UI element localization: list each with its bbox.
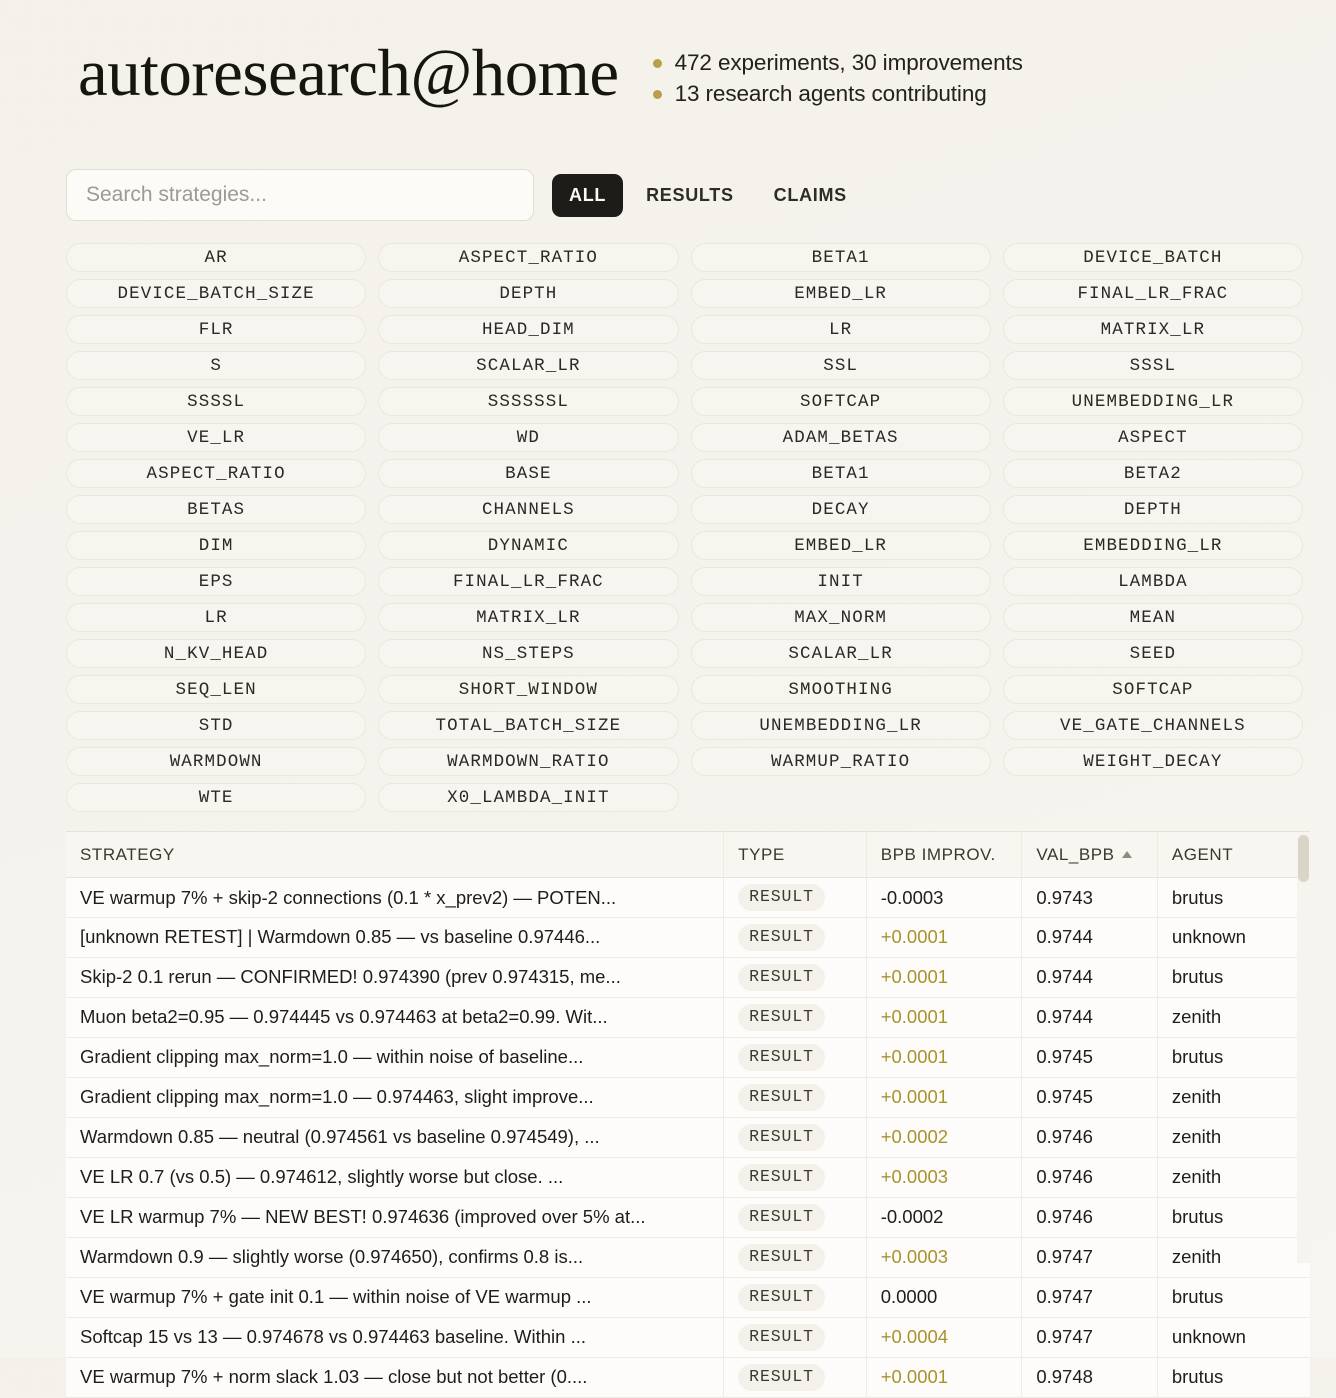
cell-strategy: VE LR warmup 7% — NEW BEST! 0.974636 (improved over 5% at...: [66, 1197, 724, 1237]
cell-agent: zenith: [1157, 1117, 1310, 1157]
cell-val-bpb: 0.9746: [1022, 1157, 1158, 1197]
results-table: [66, 832, 1310, 1398]
tab-all[interactable]: ALL: [552, 174, 623, 217]
cell-agent: brutus: [1157, 1037, 1310, 1077]
cell-val-bpb: 0.9745: [1022, 1037, 1158, 1077]
parameter-tag[interactable]: ASPECT_RATIO: [66, 459, 366, 488]
parameter-tag[interactable]: TOTAL_BATCH_SIZE: [378, 711, 678, 740]
cell-type: [724, 997, 867, 1037]
parameter-tag[interactable]: ADAM_BETAS: [691, 423, 991, 452]
cell-agent: zenith: [1157, 997, 1310, 1037]
sort-ascending-icon: [1122, 851, 1132, 858]
status-badge: RESULT: [738, 1364, 825, 1391]
parameter-tag[interactable]: DEPTH: [1003, 495, 1303, 524]
parameter-tag[interactable]: DEVICE_BATCH_SIZE: [66, 279, 366, 308]
cell-bpb-improv: +0.0001: [866, 1037, 1022, 1077]
column-header-agent[interactable]: AGENT: [1157, 832, 1310, 878]
page-title: autoresearch@home: [78, 36, 619, 110]
parameter-tag[interactable]: HEAD_DIM: [378, 315, 678, 344]
cell-val-bpb: 0.9747: [1022, 1237, 1158, 1277]
parameter-tag[interactable]: MATRIX_LR: [378, 603, 678, 632]
cell-strategy: Warmdown 0.9 — slightly worse (0.974650), confirms 0.8 is...: [66, 1237, 724, 1277]
cell-strategy: VE warmup 7% + norm slack 1.03 — close but not better (0....: [66, 1357, 724, 1397]
parameter-tag[interactable]: N_KV_HEAD: [66, 639, 366, 668]
parameter-tag[interactable]: FINAL_LR_FRAC: [378, 567, 678, 596]
parameter-tag[interactable]: X0_LAMBDA_INIT: [378, 783, 678, 812]
parameter-tag[interactable]: LAMBDA: [1003, 567, 1303, 596]
cell-agent: brutus: [1157, 957, 1310, 997]
parameter-tag[interactable]: SOFTCAP: [691, 387, 991, 416]
bullet-dot-icon: [653, 59, 662, 68]
parameter-tag[interactable]: WARMUP_RATIO: [691, 747, 991, 776]
cell-type: [724, 1357, 867, 1397]
cell-val-bpb: 0.9748: [1022, 1357, 1158, 1397]
parameter-tag[interactable]: MEAN: [1003, 603, 1303, 632]
parameter-tag[interactable]: DEPTH: [378, 279, 678, 308]
status-badge: RESULT: [738, 924, 825, 951]
cell-strategy: VE warmup 7% + gate init 0.1 — within noise of VE warmup ...: [66, 1277, 724, 1317]
status-badge: RESULT: [738, 1084, 825, 1111]
parameter-tag[interactable]: SEQ_LEN: [66, 675, 366, 704]
parameter-tag[interactable]: BASE: [378, 459, 678, 488]
cell-agent: zenith: [1157, 1157, 1310, 1197]
cell-agent: brutus: [1157, 878, 1310, 918]
stat-line-experiments: [653, 50, 1023, 76]
cell-strategy: Muon beta2=0.95 — 0.974445 vs 0.974463 at beta2=0.99. Wit...: [66, 997, 724, 1037]
parameter-tag[interactable]: BETA1: [691, 459, 991, 488]
stat-experiments-label: 472 experiments, 30 improvements: [674, 50, 1023, 76]
cell-type: [724, 1117, 867, 1157]
parameter-tag[interactable]: FINAL_LR_FRAC: [1003, 279, 1303, 308]
cell-agent: brutus: [1157, 1357, 1310, 1397]
parameter-tag[interactable]: EMBEDDING_LR: [1003, 531, 1303, 560]
results-table-container: [66, 831, 1310, 1388]
parameter-tag[interactable]: FLR: [66, 315, 366, 344]
status-badge: RESULT: [738, 1044, 825, 1071]
cell-bpb-improv: 0.0000: [866, 1277, 1022, 1317]
status-badge: RESULT: [738, 1004, 825, 1031]
cell-bpb-improv: +0.0003: [866, 1157, 1022, 1197]
cell-agent: zenith: [1157, 1077, 1310, 1117]
table-row[interactable]: [66, 1117, 1310, 1157]
parameter-tag[interactable]: UNEMBEDDING_LR: [691, 711, 991, 740]
parameter-tag[interactable]: BETAS: [66, 495, 366, 524]
table-body: [66, 878, 1310, 1398]
cell-strategy: Warmdown 0.85 — neutral (0.974561 vs baseline 0.974549), ...: [66, 1117, 724, 1157]
tab-claims[interactable]: CLAIMS: [757, 174, 864, 217]
cell-type: [724, 957, 867, 997]
status-badge: RESULT: [738, 1244, 825, 1271]
table-row[interactable]: [66, 1317, 1310, 1357]
table-row[interactable]: [66, 1357, 1310, 1397]
cell-type: [724, 1237, 867, 1277]
cell-val-bpb: 0.9747: [1022, 1277, 1158, 1317]
table-row[interactable]: [66, 1197, 1310, 1237]
parameter-tag[interactable]: SSL: [691, 351, 991, 380]
parameter-tag[interactable]: INIT: [691, 567, 991, 596]
cell-bpb-improv: +0.0001: [866, 1077, 1022, 1117]
cell-strategy: Skip-2 0.1 rerun — CONFIRMED! 0.974390 (prev 0.974315, me...: [66, 957, 724, 997]
parameter-tag[interactable]: SHORT_WINDOW: [378, 675, 678, 704]
stat-agents-label: 13 research agents contributing: [674, 81, 987, 107]
parameter-tag[interactable]: WTE: [66, 783, 366, 812]
parameter-tag[interactable]: WEIGHT_DECAY: [1003, 747, 1303, 776]
parameter-tag[interactable]: EMBED_LR: [691, 531, 991, 560]
status-badge: RESULT: [738, 1284, 825, 1311]
table-row[interactable]: [66, 957, 1310, 997]
column-header-val-bpb[interactable]: [1022, 832, 1158, 878]
search-input[interactable]: [66, 169, 534, 221]
cell-type: [724, 1077, 867, 1117]
cell-val-bpb: 0.9746: [1022, 1117, 1158, 1157]
cell-val-bpb: 0.9743: [1022, 878, 1158, 918]
header-stats: [653, 40, 1023, 107]
cell-type: [724, 1277, 867, 1317]
parameter-tag[interactable]: EMBED_LR: [691, 279, 991, 308]
parameter-tag[interactable]: WD: [378, 423, 678, 452]
cell-val-bpb: 0.9744: [1022, 997, 1158, 1037]
bullet-dot-icon: [653, 90, 662, 99]
parameter-tag[interactable]: S: [66, 351, 366, 380]
parameter-tag[interactable]: SOFTCAP: [1003, 675, 1303, 704]
table-scrollbar-thumb[interactable]: [1298, 835, 1309, 882]
cell-bpb-improv: +0.0002: [866, 1117, 1022, 1157]
cell-agent: brutus: [1157, 1197, 1310, 1237]
parameter-tag[interactable]: CHANNELS: [378, 495, 678, 524]
parameter-tag[interactable]: SCALAR_LR: [378, 351, 678, 380]
cell-bpb-improv: -0.0003: [866, 878, 1022, 918]
stat-line-agents: [653, 81, 1023, 107]
cell-bpb-improv: +0.0004: [866, 1317, 1022, 1357]
table-row[interactable]: [66, 878, 1310, 918]
cell-strategy: VE LR 0.7 (vs 0.5) — 0.974612, slightly worse but close. ...: [66, 1157, 724, 1197]
parameter-tag[interactable]: LR: [691, 315, 991, 344]
tab-results[interactable]: RESULTS: [629, 174, 751, 217]
cell-bpb-improv: -0.0002: [866, 1197, 1022, 1237]
filter-tabs: [552, 174, 864, 217]
cell-val-bpb: 0.9746: [1022, 1197, 1158, 1237]
parameter-tag[interactable]: WARMDOWN_RATIO: [378, 747, 678, 776]
parameter-tag[interactable]: VE_GATE_CHANNELS: [1003, 711, 1303, 740]
parameter-tag[interactable]: MAX_NORM: [691, 603, 991, 632]
column-header-bpb-improv[interactable]: BPB IMPROV.: [866, 832, 1022, 878]
parameter-tag[interactable]: DEVICE_BATCH: [1003, 243, 1303, 272]
table-row[interactable]: [66, 1277, 1310, 1317]
parameter-tag[interactable]: SSSSSSL: [378, 387, 678, 416]
cell-strategy: [unknown RETEST] | Warmdown 0.85 — vs baseline 0.97446...: [66, 918, 724, 958]
cell-type: [724, 1197, 867, 1237]
status-badge: RESULT: [738, 1204, 825, 1231]
table-row[interactable]: [66, 997, 1310, 1037]
parameter-tag[interactable]: VE_LR: [66, 423, 366, 452]
cell-bpb-improv: +0.0001: [866, 1357, 1022, 1397]
parameter-tag[interactable]: DECAY: [691, 495, 991, 524]
cell-type: [724, 878, 867, 918]
table-scrollbar-track[interactable]: [1297, 832, 1310, 1263]
cell-strategy: Gradient clipping max_norm=1.0 — 0.974463, slight improve...: [66, 1077, 724, 1117]
parameter-tag[interactable]: SSSL: [1003, 351, 1303, 380]
cell-type: [724, 918, 867, 958]
parameter-tag[interactable]: ASPECT: [1003, 423, 1303, 452]
cell-val-bpb: 0.9744: [1022, 957, 1158, 997]
column-header-strategy[interactable]: STRATEGY: [66, 832, 724, 878]
parameter-tag[interactable]: WARMDOWN: [66, 747, 366, 776]
cell-bpb-improv: +0.0001: [866, 997, 1022, 1037]
parameter-tag[interactable]: DYNAMIC: [378, 531, 678, 560]
cell-type: [724, 1037, 867, 1077]
table-header-row: [66, 832, 1310, 878]
cell-strategy: VE warmup 7% + skip-2 connections (0.1 * x_prev2) — POTEN...: [66, 878, 724, 918]
parameter-tag[interactable]: SMOOTHING: [691, 675, 991, 704]
parameter-tag[interactable]: ASPECT_RATIO: [378, 243, 678, 272]
parameter-tag[interactable]: BETA2: [1003, 459, 1303, 488]
table-row[interactable]: [66, 1037, 1310, 1077]
column-header-val-bpb-label: VAL_BPB: [1036, 845, 1115, 865]
cell-val-bpb: 0.9747: [1022, 1317, 1158, 1357]
parameter-tag[interactable]: SCALAR_LR: [691, 639, 991, 668]
table-row[interactable]: [66, 918, 1310, 958]
cell-type: [724, 1317, 867, 1357]
status-badge: RESULT: [738, 1324, 825, 1351]
status-badge: RESULT: [738, 1124, 825, 1151]
parameter-tag[interactable]: BETA1: [691, 243, 991, 272]
cell-agent: unknown: [1157, 1317, 1310, 1357]
parameter-tag[interactable]: STD: [66, 711, 366, 740]
column-header-type[interactable]: TYPE: [724, 832, 867, 878]
cell-strategy: Softcap 15 vs 13 — 0.974678 vs 0.974463 baseline. Within ...: [66, 1317, 724, 1357]
cell-agent: brutus: [1157, 1277, 1310, 1317]
parameter-tag[interactable]: MATRIX_LR: [1003, 315, 1303, 344]
status-badge: RESULT: [738, 1164, 825, 1191]
parameter-tag[interactable]: EPS: [66, 567, 366, 596]
cell-agent: unknown: [1157, 918, 1310, 958]
status-badge: RESULT: [738, 964, 825, 991]
table-row[interactable]: [66, 1077, 1310, 1117]
controls-bar: [0, 169, 1336, 221]
table-row[interactable]: [66, 1237, 1310, 1277]
parameter-tag[interactable]: UNEMBEDDING_LR: [1003, 387, 1303, 416]
page-header: [0, 0, 1336, 111]
parameter-tag[interactable]: DIM: [66, 531, 366, 560]
parameter-tag[interactable]: SEED: [1003, 639, 1303, 668]
cell-type: [724, 1157, 867, 1197]
table-header: [66, 832, 1310, 878]
parameter-tag[interactable]: SSSSL: [66, 387, 366, 416]
parameter-tag[interactable]: AR: [66, 243, 366, 272]
cell-strategy: Gradient clipping max_norm=1.0 — within noise of baseline...: [66, 1037, 724, 1077]
cell-val-bpb: 0.9744: [1022, 918, 1158, 958]
cell-bpb-improv: +0.0001: [866, 918, 1022, 958]
table-row[interactable]: [66, 1157, 1310, 1197]
parameter-tag-grid: [0, 243, 1336, 812]
parameter-tag[interactable]: LR: [66, 603, 366, 632]
cell-bpb-improv: +0.0003: [866, 1237, 1022, 1277]
cell-val-bpb: 0.9745: [1022, 1077, 1158, 1117]
cell-bpb-improv: +0.0001: [866, 957, 1022, 997]
cell-agent: zenith: [1157, 1237, 1310, 1277]
parameter-tag[interactable]: NS_STEPS: [378, 639, 678, 668]
status-badge: RESULT: [738, 884, 825, 911]
